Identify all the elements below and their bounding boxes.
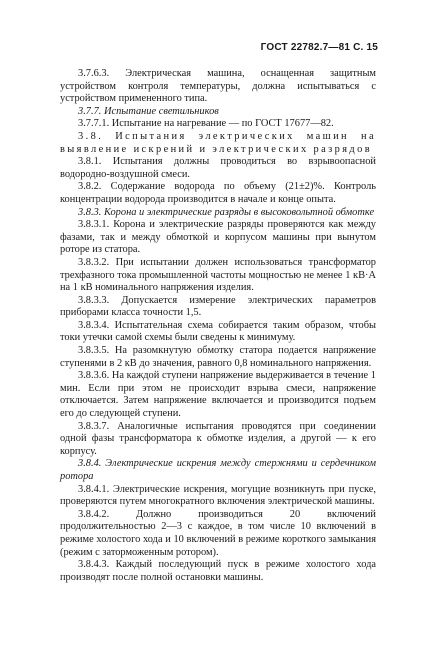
section-heading: 3.7.7. Испытание светильников [78,105,219,117]
paragraph: 3.8.3.5. На разомкнутую обмотку статора подается напряжение ступенями в 2 кВ до значения, равного 0,8 номинального напряжения. [60,345,376,369]
paragraph: 3.7.7.1. Испытание на нагревание — по ГОСТ 17677—82. [78,118,334,130]
paragraph: 3.8.3.6. На каждой ступени напряжение выдерживается в течение 1 мин. Если при этом не происходит взрыва смеси, напряжение отключается. Затем напряжение включается и производится подъем его до следующей ступени. [60,370,376,420]
paragraph: 3.8.2. Содержание водорода по объему (21±2)%. Контроль концентрации водорода производится в начале и конце опыта. [60,181,376,205]
document-body [60,68,376,584]
paragraph: 3.8.4.3. Каждый последующий пуск в режиме холостого хода производят после полной остановки машины. [60,559,376,583]
paragraph: 3.8.3.2. При испытании должен использоваться трансформатор трехфазного тока промышленной частоты мощностью не менее 1 кВ·А на 1 кВ номинального напряжения изделия. [60,256,376,294]
paragraph: 3.8. Испытания электрических машин на выявление искрений и электрических разрядов [60,130,376,155]
paragraph: 3.8.3.4. Испытательная схема собирается таким образом, чтобы токи утечки самой схемы были сведены к минимуму. [60,319,376,344]
paragraph: 3.8.4.2. Должно производиться 20 включений продолжительностью 2—3 с каждое, в том числе 10 включений в режиме холостого хода и 10 включений в режиме короткого замыкания (режим с заторможенным ротором). [60,508,376,558]
paragraph: 3.7.6.3. Электрическая машина, оснащенная защитным устройством контроля температуры, должна испытываться с устройством примененного типа. [60,68,376,105]
paragraph: 3.8.4.1. Электрические искрения, могущие возникнуть при пуске, проверяются путем многократного включения электрической машины. [60,483,376,508]
page-header: ГОСТ 22782.7—81 С. 15 [260,42,378,53]
paragraph: 3.8.1. Испытания должны проводиться во взрывоопасной водородно-воздушной смеси. [60,156,376,180]
paragraph: 3.8.3.3. Допускается измерение электрических параметров приборами класса точности 1,5. [60,294,376,319]
paragraph: 3.8.3.1. Корона и электрические разряды проверяются как между фазами, так и между обмоткой и корпусом машины при вынутом роторе из статора. [60,219,376,256]
section-heading: 3.8.4. Электрические искрения между стержнями и сердечником ротора [60,458,376,482]
section-heading: 3.8.3. Корона и электрические разряды в высоковольтной обмотке [78,206,375,218]
paragraph: 3.8.3.7. Аналогичные испытания проводятся при соединении одной фазы трансформатора к обмотке изделия, а другой — к его корпусу. [60,420,376,457]
